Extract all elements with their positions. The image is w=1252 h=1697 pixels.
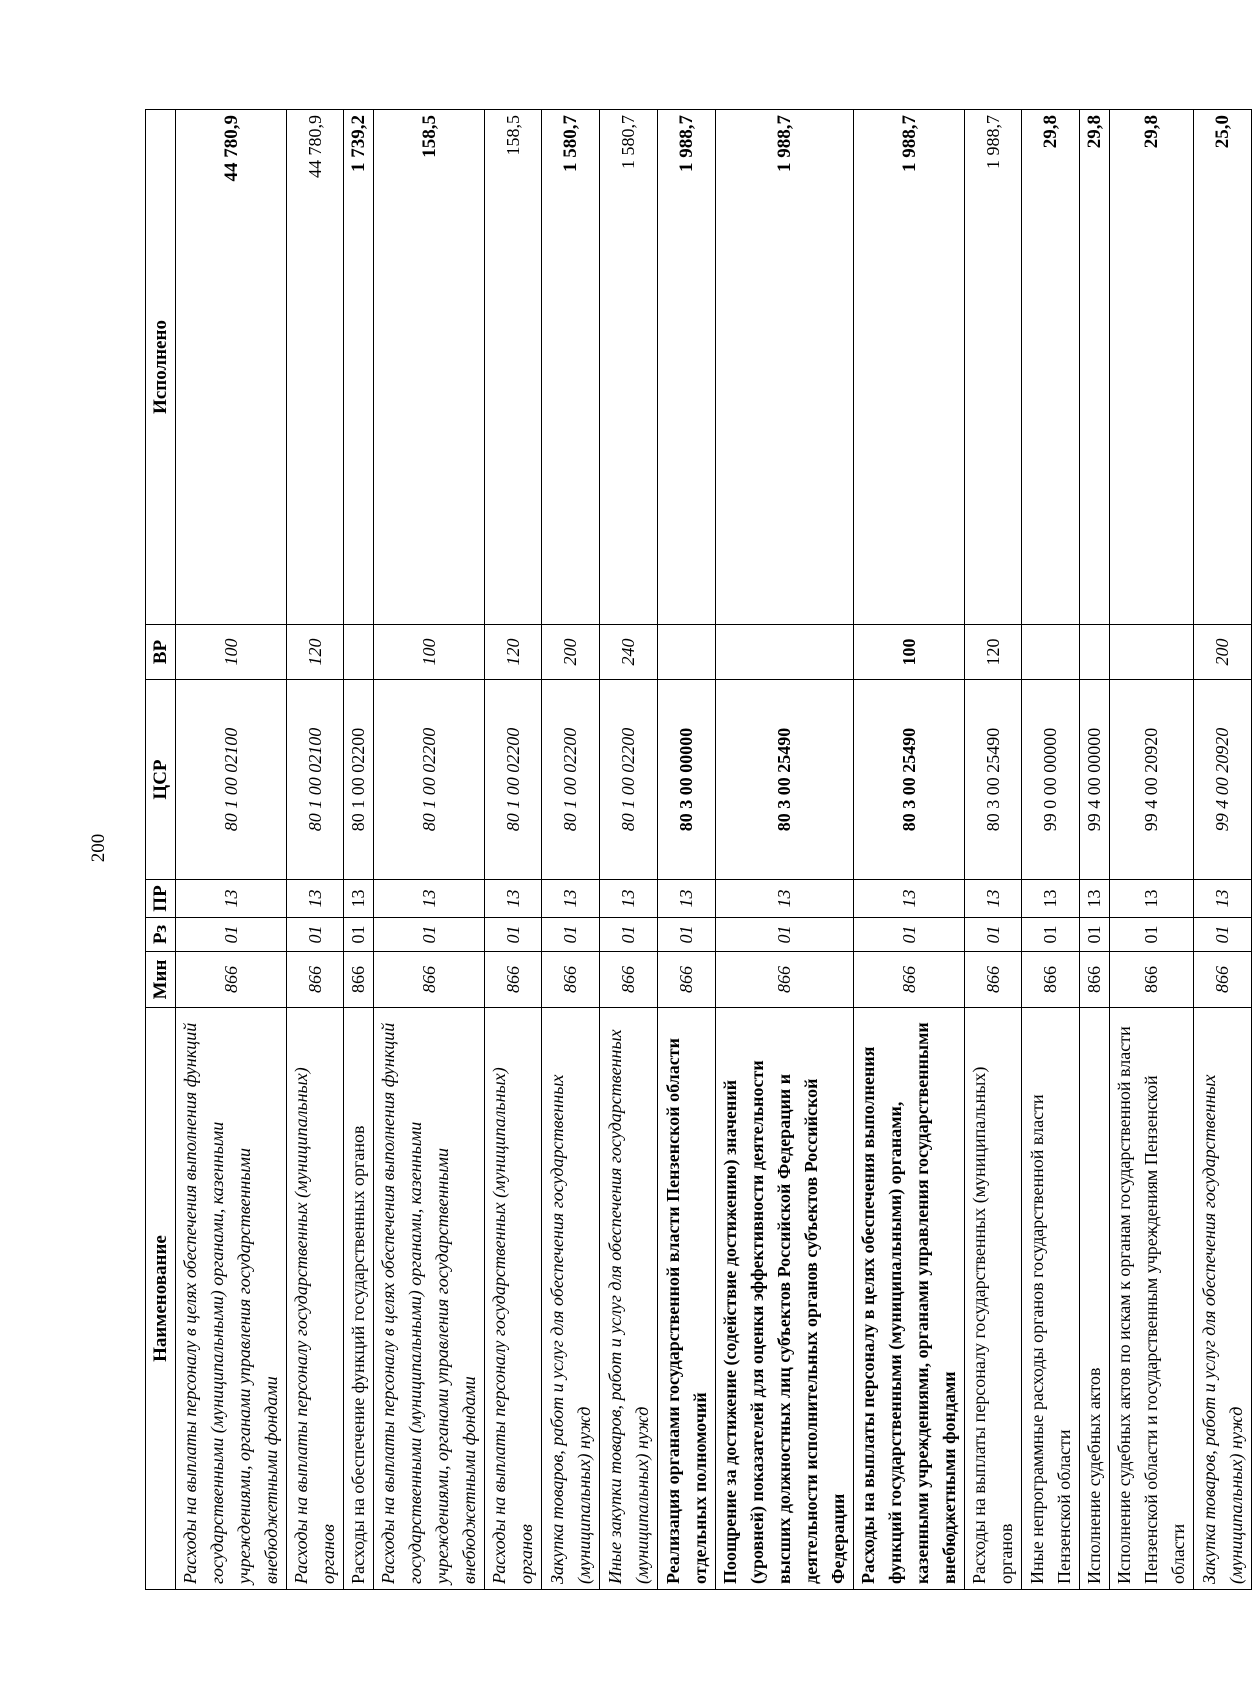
cell-csr: 80 3 00 25490 <box>965 680 1022 880</box>
cell-name: Расходы на выплаты персоналу в целях обеспечения выполнения функций государственными (муниципальными) органами, казенными учреждениями, органами управления государственными внебюджетными фондами <box>854 1008 965 1590</box>
cell-rz: 01 <box>854 918 965 952</box>
cell-pr: 13 <box>1080 880 1110 918</box>
cell-csr: 80 3 00 25490 <box>854 680 965 880</box>
cell-done: 158,5 <box>374 110 485 625</box>
cell-name: Закупка товаров, работ и услуг для обеспечения государственных (муниципальных) нужд <box>1194 1008 1252 1590</box>
cell-rz: 01 <box>658 918 716 952</box>
table-row <box>1080 110 1110 1590</box>
table-row <box>965 110 1022 1590</box>
cell-rz: 01 <box>542 918 600 952</box>
cell-vr: 120 <box>485 625 542 680</box>
cell-csr: 80 3 00 00000 <box>658 680 716 880</box>
table-row <box>542 110 600 1590</box>
cell-min: 866 <box>1194 952 1252 1008</box>
table-row <box>1022 110 1080 1590</box>
cell-min: 866 <box>374 952 485 1008</box>
cell-min: 866 <box>965 952 1022 1008</box>
table-row <box>658 110 716 1590</box>
cell-vr: 120 <box>287 625 344 680</box>
cell-pr: 13 <box>485 880 542 918</box>
cell-rz: 01 <box>965 918 1022 952</box>
cell-done: 1 988,7 <box>716 110 854 625</box>
cell-rz: 01 <box>344 918 374 952</box>
cell-min: 866 <box>1080 952 1110 1008</box>
cell-rz: 01 <box>716 918 854 952</box>
cell-vr: 100 <box>374 625 485 680</box>
header-min: Мин <box>146 952 176 1008</box>
cell-pr: 13 <box>854 880 965 918</box>
table-row <box>374 110 485 1590</box>
cell-name: Расходы на выплаты персоналу государственных (муниципальных) органов <box>485 1008 542 1590</box>
header-csr: ЦСР <box>146 680 176 880</box>
table-row <box>600 110 658 1590</box>
cell-vr <box>716 625 854 680</box>
cell-vr <box>1080 625 1110 680</box>
cell-pr: 13 <box>542 880 600 918</box>
cell-vr <box>1022 625 1080 680</box>
cell-min: 866 <box>485 952 542 1008</box>
cell-name: Иные непрограммные расходы органов государственной власти Пензенской области <box>1022 1008 1080 1590</box>
rotated-page-container <box>145 110 1246 1590</box>
cell-min: 866 <box>854 952 965 1008</box>
table-row <box>716 110 854 1590</box>
table-row <box>1110 110 1194 1590</box>
cell-min: 866 <box>176 952 287 1008</box>
header-pr: ПР <box>146 880 176 918</box>
cell-rz: 01 <box>374 918 485 952</box>
cell-done: 1 580,7 <box>600 110 658 625</box>
cell-done: 25,0 <box>1194 110 1252 625</box>
cell-rz: 01 <box>1110 918 1194 952</box>
cell-pr: 13 <box>658 880 716 918</box>
cell-name: Расходы на выплаты персоналу в целях обеспечения выполнения функций государственными (муниципальными) органами, казенными учреждениями, органами управления государственными внебюджетными фондами <box>374 1008 485 1590</box>
cell-rz: 01 <box>1194 918 1252 952</box>
cell-pr: 13 <box>287 880 344 918</box>
header-name: Наименование <box>146 1008 176 1590</box>
page-number: 200 <box>88 833 109 863</box>
header-rz: Рз <box>146 918 176 952</box>
cell-name: Поощрение за достижение (содействие достижению) значений (уровней) показателей для оценки эффективности деятельности высших должностных лиц субъектов Российской Федерации и деятельности исполнительных органов субъектов Российской Федерации <box>716 1008 854 1590</box>
cell-name: Расходы на выплаты персоналу в целях обеспечения выполнения функций государственными (муниципальными) органами, казенными учреждениями, органами управления государственными внебюджетными фондами <box>176 1008 287 1590</box>
cell-pr: 13 <box>965 880 1022 918</box>
cell-rz: 01 <box>287 918 344 952</box>
cell-rz: 01 <box>600 918 658 952</box>
cell-csr: 80 1 00 02200 <box>600 680 658 880</box>
cell-rz: 01 <box>1080 918 1110 952</box>
cell-csr: 99 4 00 20920 <box>1110 680 1194 880</box>
cell-done: 44 780,9 <box>176 110 287 625</box>
cell-vr: 120 <box>965 625 1022 680</box>
cell-done: 1 739,2 <box>344 110 374 625</box>
cell-pr: 13 <box>600 880 658 918</box>
cell-name: Расходы на выплаты персоналу государственных (муниципальных) органов <box>965 1008 1022 1590</box>
table-header-row <box>146 110 176 1590</box>
table-row <box>854 110 965 1590</box>
cell-done: 1 988,7 <box>658 110 716 625</box>
table-row <box>485 110 542 1590</box>
cell-pr: 13 <box>374 880 485 918</box>
table-row <box>1194 110 1252 1590</box>
cell-done: 29,8 <box>1080 110 1110 625</box>
cell-vr: 100 <box>176 625 287 680</box>
cell-vr <box>658 625 716 680</box>
cell-csr: 99 4 00 00000 <box>1080 680 1110 880</box>
cell-name: Реализация органами государственной власти Пензенской области отдельных полномочий <box>658 1008 716 1590</box>
cell-min: 866 <box>287 952 344 1008</box>
cell-done: 1 988,7 <box>854 110 965 625</box>
table-row <box>176 110 287 1590</box>
cell-vr: 200 <box>1194 625 1252 680</box>
cell-rz: 01 <box>1022 918 1080 952</box>
header-vr: ВР <box>146 625 176 680</box>
cell-name: Расходы на выплаты персоналу государственных (муниципальных) органов <box>287 1008 344 1590</box>
cell-csr: 99 0 00 00000 <box>1022 680 1080 880</box>
cell-pr: 13 <box>344 880 374 918</box>
cell-done: 158,5 <box>485 110 542 625</box>
cell-done: 1 988,7 <box>965 110 1022 625</box>
cell-name: Иные закупки товаров, работ и услуг для обеспечения государственных (муниципальных) нужд <box>600 1008 658 1590</box>
cell-pr: 13 <box>1110 880 1194 918</box>
cell-csr: 80 1 00 02200 <box>374 680 485 880</box>
cell-min: 866 <box>600 952 658 1008</box>
cell-csr: 80 3 00 25490 <box>716 680 854 880</box>
cell-done: 44 780,9 <box>287 110 344 625</box>
table-row <box>344 110 374 1590</box>
cell-pr: 13 <box>176 880 287 918</box>
cell-vr: 240 <box>600 625 658 680</box>
cell-done: 29,8 <box>1110 110 1194 625</box>
cell-name: Расходы на обеспечение функций государственных органов <box>344 1008 374 1590</box>
cell-csr: 80 1 00 02200 <box>344 680 374 880</box>
cell-vr: 100 <box>854 625 965 680</box>
cell-done: 29,8 <box>1022 110 1080 625</box>
cell-min: 866 <box>344 952 374 1008</box>
cell-rz: 01 <box>176 918 287 952</box>
cell-name: Исполнение судебных актов по искам к органам государственной власти Пензенской области и государственным учреждениям Пензенской области <box>1110 1008 1194 1590</box>
cell-min: 866 <box>716 952 854 1008</box>
header-done: Исполнено <box>146 110 176 625</box>
cell-vr <box>344 625 374 680</box>
rotated-table-frame <box>145 110 1246 1590</box>
cell-name: Исполнение судебных актов <box>1080 1008 1110 1590</box>
cell-pr: 13 <box>1022 880 1080 918</box>
cell-min: 866 <box>658 952 716 1008</box>
cell-vr <box>1110 625 1194 680</box>
cell-min: 866 <box>1022 952 1080 1008</box>
cell-pr: 13 <box>716 880 854 918</box>
cell-csr: 80 1 00 02100 <box>287 680 344 880</box>
cell-pr: 13 <box>1194 880 1252 918</box>
cell-csr: 80 1 00 02200 <box>542 680 600 880</box>
cell-rz: 01 <box>485 918 542 952</box>
cell-done: 1 580,7 <box>542 110 600 625</box>
cell-csr: 99 4 00 20920 <box>1194 680 1252 880</box>
cell-min: 866 <box>1110 952 1194 1008</box>
cell-csr: 80 1 00 02200 <box>485 680 542 880</box>
table-row <box>287 110 344 1590</box>
cell-csr: 80 1 00 02100 <box>176 680 287 880</box>
budget-table <box>145 109 1252 1590</box>
cell-min: 866 <box>542 952 600 1008</box>
cell-name: Закупка товаров, работ и услуг для обеспечения государственных (муниципальных) нужд <box>542 1008 600 1590</box>
cell-vr: 200 <box>542 625 600 680</box>
